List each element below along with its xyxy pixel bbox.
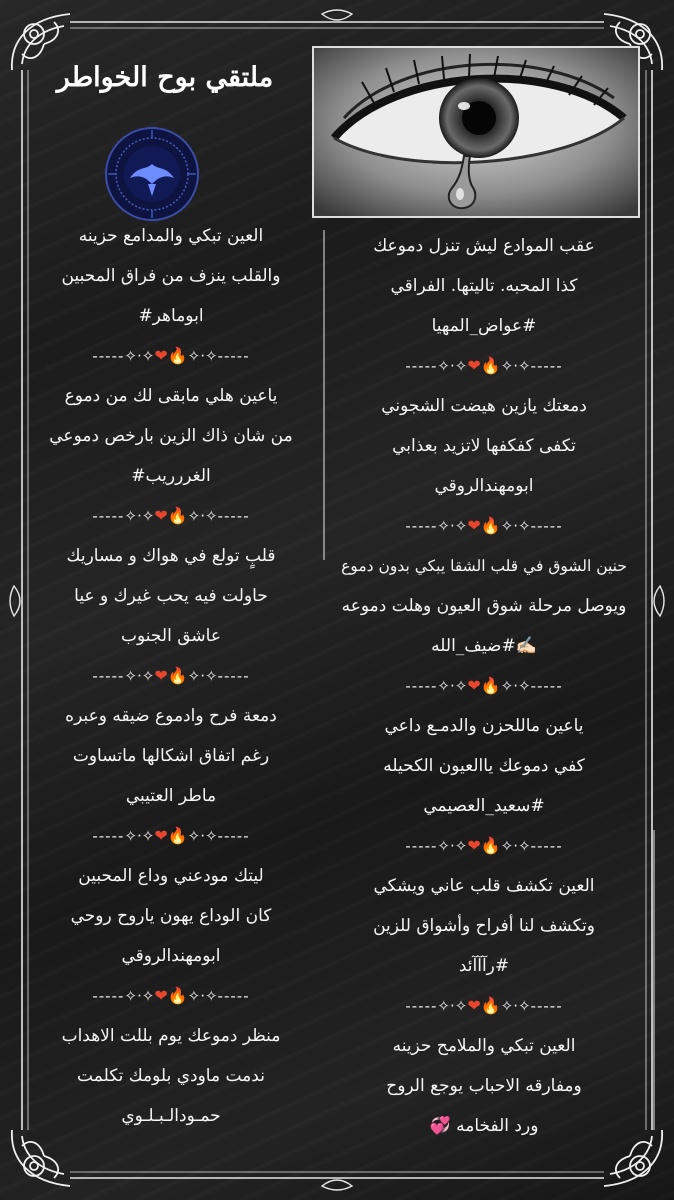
poem-line: رغم اتفاق اشكالها ماتساوت: [72, 746, 270, 766]
separator-ornament: ✧·✧: [124, 507, 155, 525]
group-seal-logo: [104, 126, 200, 222]
heart-fire-icon: ❤︎‍🔥: [467, 676, 501, 695]
separator-ornament: ✧·✧: [187, 827, 218, 845]
poem-line: الغررريب#: [131, 466, 211, 486]
poem-line: ندمت ماودي بلومك تكلمت: [77, 1066, 265, 1086]
poem-line: كان الوداع يهون ياروح روحي: [70, 906, 272, 926]
separator-dashes: -----: [405, 837, 438, 855]
heart-fire-icon: ❤︎‍🔥: [154, 986, 188, 1005]
poem-line: العين تبكي والمدامع حزينه: [78, 226, 264, 246]
ornamental-separator: [40, 336, 302, 376]
separator-ornament: ✧·✧: [187, 987, 218, 1005]
poem-line: من شان ذاك الزين بارخص دموعي: [49, 426, 293, 446]
poem-line: ابوماهر#: [138, 306, 204, 326]
separator-ornament: ✧·✧: [437, 677, 468, 695]
poem-line: ياعين ماللحزن والدمـع داعي: [384, 716, 584, 736]
poem-line: حنين الشوق في قلب الشقا يبكي بدون دموع: [341, 557, 627, 575]
separator-dashes: -----: [92, 667, 125, 685]
separator-dashes: -----: [530, 677, 563, 695]
poem-column-left: [40, 216, 302, 1136]
ornamental-separator: [338, 826, 630, 866]
separator-ornament: ✧·✧: [437, 997, 468, 1015]
poem-line: ماطر العتيبي: [125, 786, 217, 806]
separator-dashes: -----: [92, 507, 125, 525]
heart-fire-icon: ❤︎‍🔥: [154, 666, 188, 685]
poem-line: ومفارقه الاحباب يوجع الروح: [386, 1076, 582, 1096]
poem-column-right: [338, 226, 630, 1146]
ornamental-separator: [40, 816, 302, 856]
poem-line: ابومهندالروقي: [121, 946, 221, 966]
poem-line: العين تكشف قلب عاني ويشكي: [373, 876, 595, 896]
separator-dashes: -----: [217, 827, 250, 845]
poem-line: العين تبكي والملامح حزينه: [392, 1036, 576, 1056]
separator-dashes: -----: [530, 357, 563, 375]
separator-dashes: -----: [217, 667, 250, 685]
separator-dashes: -----: [405, 677, 438, 695]
poem-line: ويوصل مرحلة شوق العيون وهلت دموعه: [341, 596, 627, 616]
heart-fire-icon: ❤︎‍🔥: [154, 826, 188, 845]
separator-ornament: ✧·✧: [500, 997, 531, 1015]
page-title: ملتقي بوح الخواطر: [56, 62, 274, 93]
poem-line: ✍🏻#ضيف_الله: [431, 636, 537, 656]
poem-line: عاشق الجنوب: [121, 626, 221, 646]
separator-dashes: -----: [92, 987, 125, 1005]
separator-dashes: -----: [530, 837, 563, 855]
poem-line: ياعين هلي مابقى لك من دموع: [64, 386, 278, 406]
poem-line: وتكشف لنا أفراح وأشواق للزين: [373, 916, 595, 936]
heart-fire-icon: ❤︎‍🔥: [467, 836, 501, 855]
separator-ornament: ✧·✧: [437, 837, 468, 855]
poem-line: منظر دموعك يوم بللت الاهداب: [61, 1026, 281, 1046]
separator-ornament: ✧·✧: [437, 517, 468, 535]
ornamental-separator: [338, 986, 630, 1026]
poem-line: ليتك مودعني وداع المحبين: [78, 866, 264, 886]
poem-line: دمعة فرح وادموع ضيقه وعبره: [65, 706, 277, 726]
separator-dashes: -----: [217, 987, 250, 1005]
separator-ornament: ✧·✧: [187, 667, 218, 685]
separator-dashes: -----: [217, 347, 250, 365]
heart-fire-icon: ❤︎‍🔥: [467, 516, 501, 535]
heart-fire-icon: ❤︎‍🔥: [467, 356, 501, 375]
separator-dashes: -----: [405, 517, 438, 535]
separator-ornament: ✧·✧: [500, 357, 531, 375]
separator-dashes: -----: [405, 357, 438, 375]
ornamental-separator: [338, 506, 630, 546]
poem-line: #رآآآئد: [458, 956, 510, 976]
poem-line: ورد الفخامه 💞: [429, 1116, 539, 1136]
separator-ornament: ✧·✧: [500, 517, 531, 535]
poem-line: #عواض_المهيا: [431, 316, 537, 336]
ornamental-separator: [338, 346, 630, 386]
separator-ornament: ✧·✧: [124, 347, 155, 365]
separator-dashes: -----: [92, 827, 125, 845]
ornamental-separator: [40, 976, 302, 1016]
separator-dashes: -----: [405, 997, 438, 1015]
poem-line: تكفى كفكفها لاتزيد بعذابي: [392, 436, 576, 456]
poem-line: كذا المحبه. تاليتها. الفراقي: [390, 276, 578, 296]
ornamental-separator: [338, 666, 630, 706]
separator-ornament: ✧·✧: [437, 357, 468, 375]
separator-dashes: -----: [92, 347, 125, 365]
separator-ornament: ✧·✧: [500, 837, 531, 855]
heart-fire-icon: ❤︎‍🔥: [467, 996, 501, 1015]
separator-dashes: -----: [530, 517, 563, 535]
separator-dashes: -----: [217, 507, 250, 525]
poem-line: حمـودالـبـلـوي: [121, 1106, 221, 1126]
separator-ornament: ✧·✧: [124, 987, 155, 1005]
separator-ornament: ✧·✧: [500, 677, 531, 695]
poem-line: #سعيد_العصيمي: [423, 796, 545, 816]
poem-line: دمعتك يازين هيضت الشجوني: [381, 396, 587, 416]
poem-line: قلبٍ تولع في هواك و مساريك: [66, 546, 276, 566]
separator-ornament: ✧·✧: [124, 667, 155, 685]
poem-line: ابومهندالروقي: [434, 476, 534, 496]
separator-ornament: ✧·✧: [187, 347, 218, 365]
separator-ornament: ✧·✧: [187, 507, 218, 525]
separator-ornament: ✧·✧: [124, 827, 155, 845]
ornamental-separator: [40, 496, 302, 536]
poem-line: حاولت فيه يحب غيرك و عيا: [74, 586, 268, 606]
heart-fire-icon: ❤︎‍🔥: [154, 346, 188, 365]
ornamental-separator: [40, 656, 302, 696]
poem-line: كفي دموعك ياالعيون الكحيله: [383, 756, 585, 776]
poem-line: والقلب ينزف من فراق المحبين: [61, 266, 281, 286]
heart-fire-icon: ❤︎‍🔥: [154, 506, 188, 525]
separator-dashes: -----: [530, 997, 563, 1015]
crying-eye-photo: [312, 46, 640, 218]
poem-line: عقب الموادع ليش تنزل دموعك: [373, 236, 595, 256]
